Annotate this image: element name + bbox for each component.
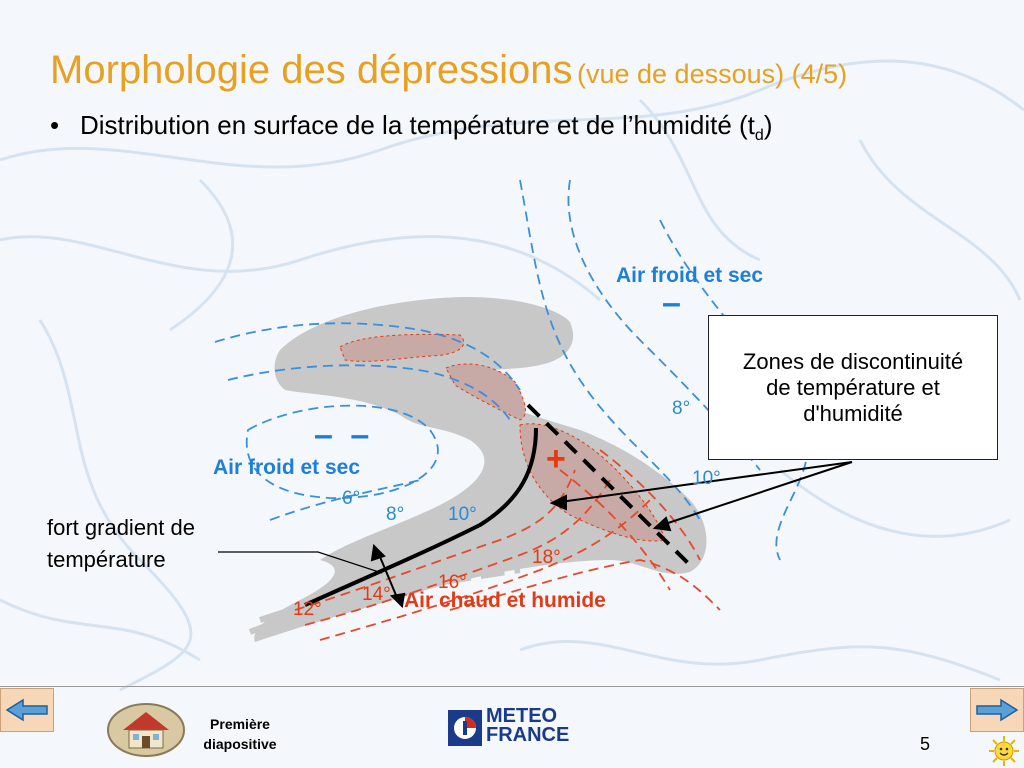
sign-minus-right: –	[662, 284, 681, 322]
isotherm-label: 14°	[362, 584, 391, 605]
isotherm-label: 16°	[438, 572, 467, 593]
home-button[interactable]	[105, 700, 187, 758]
gradient-label	[47, 512, 247, 576]
title-sub: (vue de dessous) (4/5)	[577, 59, 848, 89]
isotherm-label: 8°	[386, 504, 405, 525]
discontinuity-callout	[708, 315, 998, 460]
gradient-label-line1: fort gradient de	[47, 515, 195, 540]
footer-divider	[0, 686, 1024, 687]
back-arrow-icon	[5, 696, 49, 724]
home-label[interactable]	[190, 714, 290, 754]
home-label-line1: Première	[210, 716, 270, 732]
gradient-label-line2: température	[47, 547, 166, 572]
house-icon	[105, 700, 187, 758]
bullet-marker: •	[50, 110, 60, 140]
forward-arrow-icon	[975, 696, 1019, 724]
isotherm-label: 8°	[672, 398, 691, 419]
bullet-close: )	[763, 110, 773, 140]
callout-text: Zones de discontinuité de température et d'humidité	[742, 348, 964, 426]
previous-slide-button[interactable]	[0, 688, 54, 732]
title-main: Morphologie des dépressions	[50, 48, 573, 92]
home-label-line2: diapositive	[203, 736, 277, 752]
logo-line1: METEO	[486, 705, 558, 727]
sun-smiley-icon	[988, 735, 1020, 767]
isotherm-label: 12°	[293, 599, 322, 620]
label-warm-air: Air chaud et humide	[404, 589, 606, 612]
isotherm-label: 18°	[532, 547, 561, 568]
page-number: 5	[920, 734, 931, 754]
bullet-subscript: d	[754, 127, 764, 145]
bullet-text: Distribution en surface de la température et de l’humidité (t	[80, 110, 755, 140]
sign-minus-left: – –	[314, 416, 374, 454]
isotherm-label: 10°	[448, 504, 477, 525]
next-slide-button[interactable]	[970, 688, 1024, 732]
logo-line2: FRANCE	[486, 724, 570, 746]
label-cold-air-right: Air froid et sec	[616, 264, 764, 287]
sign-plus: +	[546, 440, 566, 478]
label-cold-air-left: Air froid et sec	[213, 456, 361, 479]
isotherm-label: 10°	[692, 468, 721, 489]
isotherm-label: 6°	[342, 488, 361, 509]
logo-text	[486, 707, 569, 745]
